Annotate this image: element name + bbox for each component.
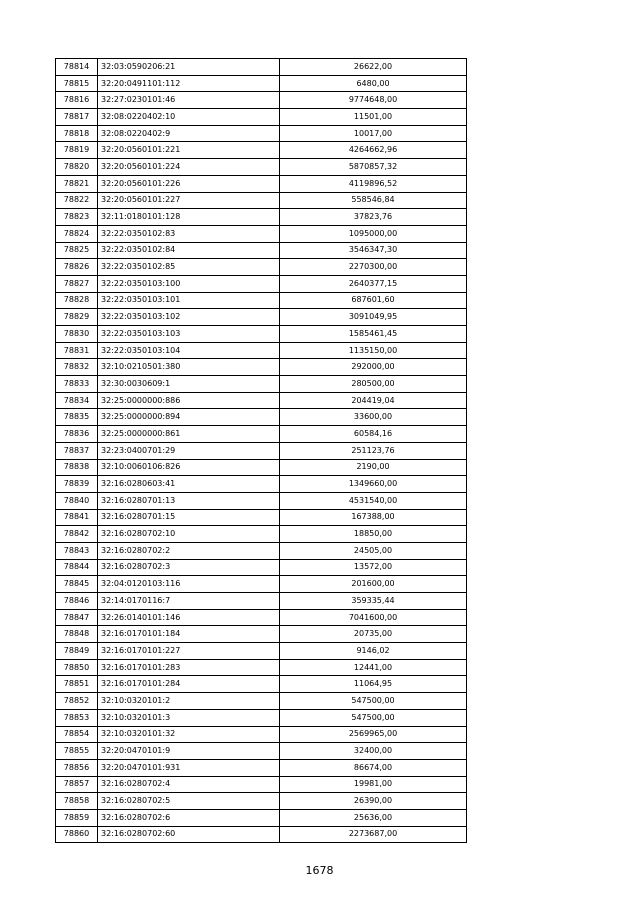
value-cell: 2273687,00 [280, 826, 467, 843]
table-row [56, 92, 467, 109]
table-row [56, 426, 467, 443]
table-row [56, 526, 467, 543]
row-number-cell: 78823 [56, 209, 98, 226]
cadastral-number-cell: 32:16:0280702:4 [98, 776, 280, 793]
cadastral-number-cell: 32:11:0180101:128 [98, 209, 280, 226]
cadastral-number-cell: 32:26:0140101:146 [98, 609, 280, 626]
table-row [56, 542, 467, 559]
cadastral-number-cell: 32:16:0170101:184 [98, 626, 280, 643]
registry-table-body [56, 59, 467, 843]
cadastral-number-cell: 32:16:0280702:6 [98, 809, 280, 826]
value-cell: 5870857,32 [280, 159, 467, 176]
row-number-cell: 78845 [56, 576, 98, 593]
value-cell: 2270300,00 [280, 259, 467, 276]
cadastral-number-cell: 32:16:0280702:3 [98, 559, 280, 576]
row-number-cell: 78849 [56, 643, 98, 660]
value-cell: 2640377,15 [280, 275, 467, 292]
table-row [56, 576, 467, 593]
value-cell: 13572,00 [280, 559, 467, 576]
value-cell: 11064,95 [280, 676, 467, 693]
cadastral-number-cell: 32:16:0170101:283 [98, 659, 280, 676]
table-row [56, 759, 467, 776]
value-cell: 1349660,00 [280, 476, 467, 493]
value-cell: 18850,00 [280, 526, 467, 543]
table-row [56, 442, 467, 459]
table-row [56, 826, 467, 843]
row-number-cell: 78860 [56, 826, 98, 843]
cadastral-number-cell: 32:20:0470101:9 [98, 743, 280, 760]
table-row [56, 142, 467, 159]
row-number-cell: 78814 [56, 59, 98, 76]
cadastral-number-cell: 32:22:0350103:100 [98, 275, 280, 292]
value-cell: 558546,84 [280, 192, 467, 209]
row-number-cell: 78827 [56, 275, 98, 292]
value-cell: 9146,02 [280, 643, 467, 660]
row-number-cell: 78824 [56, 225, 98, 242]
table-row [56, 726, 467, 743]
value-cell: 4119896,52 [280, 175, 467, 192]
row-number-cell: 78831 [56, 342, 98, 359]
table-row [56, 109, 467, 126]
table-row [56, 676, 467, 693]
table-row [56, 626, 467, 643]
table-row [56, 793, 467, 810]
table-row [56, 159, 467, 176]
table-row [56, 342, 467, 359]
value-cell: 280500,00 [280, 376, 467, 393]
row-number-cell: 78853 [56, 709, 98, 726]
row-number-cell: 78847 [56, 609, 98, 626]
row-number-cell: 78816 [56, 92, 98, 109]
cadastral-number-cell: 32:08:0220402:10 [98, 109, 280, 126]
value-cell: 359335,44 [280, 593, 467, 610]
registry-table [55, 58, 467, 843]
value-cell: 3546347,30 [280, 242, 467, 259]
value-cell: 1095000,00 [280, 225, 467, 242]
cadastral-number-cell: 32:10:0320101:3 [98, 709, 280, 726]
value-cell: 20735,00 [280, 626, 467, 643]
table-row [56, 492, 467, 509]
table-row [56, 809, 467, 826]
cadastral-number-cell: 32:04:0120103:116 [98, 576, 280, 593]
value-cell: 167388,00 [280, 509, 467, 526]
value-cell: 10017,00 [280, 125, 467, 142]
row-number-cell: 78837 [56, 442, 98, 459]
cadastral-number-cell: 32:22:0350102:83 [98, 225, 280, 242]
table-row [56, 609, 467, 626]
value-cell: 26622,00 [280, 59, 467, 76]
row-number-cell: 78817 [56, 109, 98, 126]
row-number-cell: 78841 [56, 509, 98, 526]
cadastral-number-cell: 32:25:0000000:886 [98, 392, 280, 409]
row-number-cell: 78854 [56, 726, 98, 743]
value-cell: 251123,76 [280, 442, 467, 459]
table-row [56, 192, 467, 209]
row-number-cell: 78859 [56, 809, 98, 826]
cadastral-number-cell: 32:10:0320101:2 [98, 693, 280, 710]
cadastral-number-cell: 32:30:0030609:1 [98, 376, 280, 393]
value-cell: 547500,00 [280, 693, 467, 710]
table-row [56, 59, 467, 76]
row-number-cell: 78857 [56, 776, 98, 793]
row-number-cell: 78818 [56, 125, 98, 142]
cadastral-number-cell: 32:16:0280702:60 [98, 826, 280, 843]
cadastral-number-cell: 32:23:0400701:29 [98, 442, 280, 459]
cadastral-number-cell: 32:16:0280603:41 [98, 476, 280, 493]
value-cell: 204419,04 [280, 392, 467, 409]
value-cell: 24505,00 [280, 542, 467, 559]
table-row [56, 376, 467, 393]
value-cell: 1135150,00 [280, 342, 467, 359]
cadastral-number-cell: 32:22:0350102:85 [98, 259, 280, 276]
row-number-cell: 78855 [56, 743, 98, 760]
row-number-cell: 78815 [56, 75, 98, 92]
table-row [56, 659, 467, 676]
value-cell: 9774648,00 [280, 92, 467, 109]
row-number-cell: 78820 [56, 159, 98, 176]
table-row [56, 225, 467, 242]
row-number-cell: 78822 [56, 192, 98, 209]
table-row [56, 309, 467, 326]
row-number-cell: 78839 [56, 476, 98, 493]
row-number-cell: 78828 [56, 292, 98, 309]
cadastral-number-cell: 32:20:0491101:112 [98, 75, 280, 92]
value-cell: 547500,00 [280, 709, 467, 726]
row-number-cell: 78852 [56, 693, 98, 710]
row-number-cell: 78846 [56, 593, 98, 610]
cadastral-number-cell: 32:10:0320101:32 [98, 726, 280, 743]
row-number-cell: 78843 [56, 542, 98, 559]
value-cell: 60584,16 [280, 426, 467, 443]
value-cell: 25636,00 [280, 809, 467, 826]
cadastral-number-cell: 32:16:0280702:10 [98, 526, 280, 543]
row-number-cell: 78834 [56, 392, 98, 409]
cadastral-number-cell: 32:25:0000000:861 [98, 426, 280, 443]
cadastral-number-cell: 32:22:0350103:102 [98, 309, 280, 326]
table-row [56, 326, 467, 343]
value-cell: 4531540,00 [280, 492, 467, 509]
row-number-cell: 78851 [56, 676, 98, 693]
table-row [56, 259, 467, 276]
table-row [56, 459, 467, 476]
cadastral-number-cell: 32:20:0470101:931 [98, 759, 280, 776]
row-number-cell: 78840 [56, 492, 98, 509]
row-number-cell: 78844 [56, 559, 98, 576]
table-row [56, 509, 467, 526]
row-number-cell: 78832 [56, 359, 98, 376]
row-number-cell: 78830 [56, 326, 98, 343]
value-cell: 3091049,95 [280, 309, 467, 326]
cadastral-number-cell: 32:16:0280701:15 [98, 509, 280, 526]
table-row [56, 476, 467, 493]
cadastral-number-cell: 32:20:0560101:227 [98, 192, 280, 209]
value-cell: 6480,00 [280, 75, 467, 92]
cadastral-number-cell: 32:16:0280702:5 [98, 793, 280, 810]
cadastral-number-cell: 32:16:0170101:284 [98, 676, 280, 693]
cadastral-number-cell: 32:10:0060106:826 [98, 459, 280, 476]
row-number-cell: 78842 [56, 526, 98, 543]
value-cell: 2569965,00 [280, 726, 467, 743]
row-number-cell: 78829 [56, 309, 98, 326]
value-cell: 86674,00 [280, 759, 467, 776]
cadastral-number-cell: 32:16:0280702:2 [98, 542, 280, 559]
value-cell: 19981,00 [280, 776, 467, 793]
cadastral-number-cell: 32:10:0210501:380 [98, 359, 280, 376]
cadastral-number-cell: 32:20:0560101:224 [98, 159, 280, 176]
row-number-cell: 78848 [56, 626, 98, 643]
cadastral-number-cell: 32:25:0000000:894 [98, 409, 280, 426]
table-row [56, 409, 467, 426]
table-row [56, 175, 467, 192]
cadastral-number-cell: 32:03:0590206:21 [98, 59, 280, 76]
cadastral-number-cell: 32:20:0560101:221 [98, 142, 280, 159]
table-row [56, 209, 467, 226]
cadastral-number-cell: 32:16:0280701:13 [98, 492, 280, 509]
value-cell: 11501,00 [280, 109, 467, 126]
page-number: 1678 [305, 864, 334, 877]
value-cell: 4264662,96 [280, 142, 467, 159]
table-row [56, 776, 467, 793]
table-row [56, 593, 467, 610]
cadastral-number-cell: 32:08:0220402:9 [98, 125, 280, 142]
table-row [56, 125, 467, 142]
table-row [56, 392, 467, 409]
table-row [56, 359, 467, 376]
row-number-cell: 78825 [56, 242, 98, 259]
table-row [56, 693, 467, 710]
value-cell: 2190,00 [280, 459, 467, 476]
row-number-cell: 78819 [56, 142, 98, 159]
table-row [56, 292, 467, 309]
value-cell: 12441,00 [280, 659, 467, 676]
cadastral-number-cell: 32:22:0350103:101 [98, 292, 280, 309]
table-row [56, 75, 467, 92]
cadastral-number-cell: 32:22:0350103:103 [98, 326, 280, 343]
row-number-cell: 78856 [56, 759, 98, 776]
cadastral-number-cell: 32:22:0350103:104 [98, 342, 280, 359]
row-number-cell: 78835 [56, 409, 98, 426]
cadastral-number-cell: 32:16:0170101:227 [98, 643, 280, 660]
row-number-cell: 78826 [56, 259, 98, 276]
value-cell: 33600,00 [280, 409, 467, 426]
value-cell: 687601,60 [280, 292, 467, 309]
row-number-cell: 78850 [56, 659, 98, 676]
cadastral-number-cell: 32:22:0350102:84 [98, 242, 280, 259]
cadastral-number-cell: 32:14:0170116:7 [98, 593, 280, 610]
value-cell: 32400,00 [280, 743, 467, 760]
table-row [56, 242, 467, 259]
table-row [56, 643, 467, 660]
cadastral-number-cell: 32:20:0560101:226 [98, 175, 280, 192]
row-number-cell: 78838 [56, 459, 98, 476]
table-row [56, 275, 467, 292]
value-cell: 7041600,00 [280, 609, 467, 626]
cadastral-number-cell: 32:27:0230101:46 [98, 92, 280, 109]
value-cell: 201600,00 [280, 576, 467, 593]
row-number-cell: 78821 [56, 175, 98, 192]
row-number-cell: 78858 [56, 793, 98, 810]
value-cell: 26390,00 [280, 793, 467, 810]
table-row [56, 709, 467, 726]
table-row [56, 743, 467, 760]
row-number-cell: 78836 [56, 426, 98, 443]
value-cell: 1585461,45 [280, 326, 467, 343]
value-cell: 292000,00 [280, 359, 467, 376]
table-row [56, 559, 467, 576]
row-number-cell: 78833 [56, 376, 98, 393]
value-cell: 37823,76 [280, 209, 467, 226]
